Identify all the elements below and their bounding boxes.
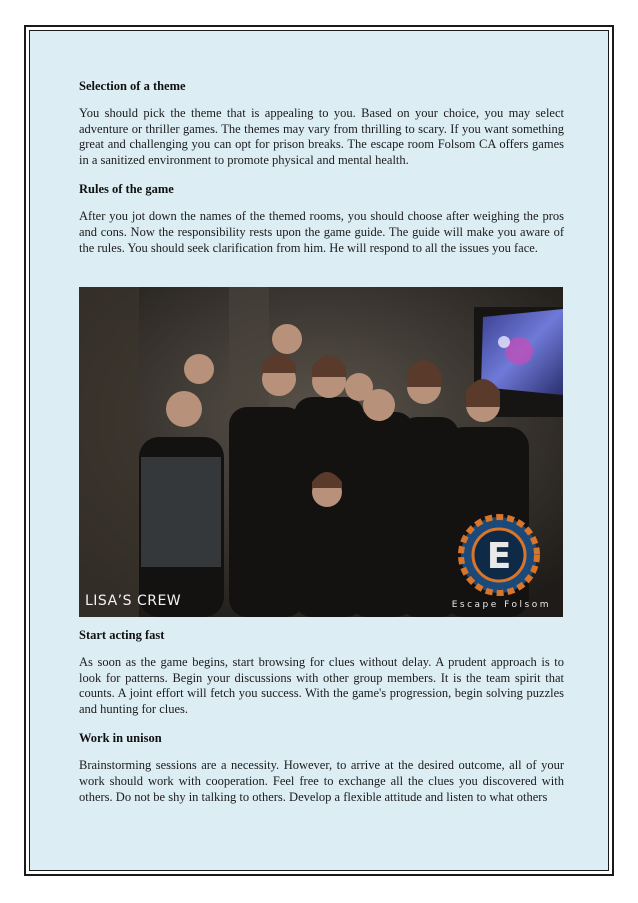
section-paragraph-rules: After you jot down the names of the themed rooms, you should choose after weighing the pros and cons. Now the responsibility rests upon the game guide. The guide will make you aware of the rules. You should seek clarification from him. He will respond to all the issues you face. xyxy=(79,209,564,255)
photo-caption: LISA’S CREW xyxy=(85,593,182,609)
escape-folsom-logo xyxy=(457,513,541,597)
section-heading-rules: Rules of the game xyxy=(79,182,174,197)
group-photo xyxy=(79,287,563,617)
svg-text:E: E xyxy=(486,536,512,577)
page-border xyxy=(24,25,614,876)
top-text-block xyxy=(79,78,564,256)
section-heading-theme: Selection of a theme xyxy=(79,79,186,93)
section-paragraph-theme: You should pick the theme that is appealing to you. Based on your choice, you may select adventure or thriller games. The themes may vary from thrilling to scary. If you want something great and challenging you can opt for prison breaks. The escape room Folsom CA offers games in a sanitized environment to promote physical and mental health. xyxy=(79,106,564,167)
section-paragraph-unison: Brainstorming sessions are a necessity. However, to arrive at the desired outcome, all of your work should work with cooperation. Feel free to exchange all the clues you discovered with others. Do not be shy in talking to others. Develop a flexible attitude and listen to what others xyxy=(79,758,564,804)
bottom-text-block xyxy=(79,627,564,805)
section-heading-start: Start acting fast xyxy=(79,628,165,642)
photo-brand-text: Escape Folsom xyxy=(451,600,551,610)
section-paragraph-start: As soon as the game begins, start browsing for clues without delay. A prudent approach is to look for patterns. Begin your discussions with other group members. It is the team spirit that counts. A joint effort will fetch you success. With the game's progression, begin solving puzzles and hunting for clues. xyxy=(79,655,564,716)
page-inner-border xyxy=(29,30,609,871)
section-heading-unison: Work in unison xyxy=(79,731,162,746)
